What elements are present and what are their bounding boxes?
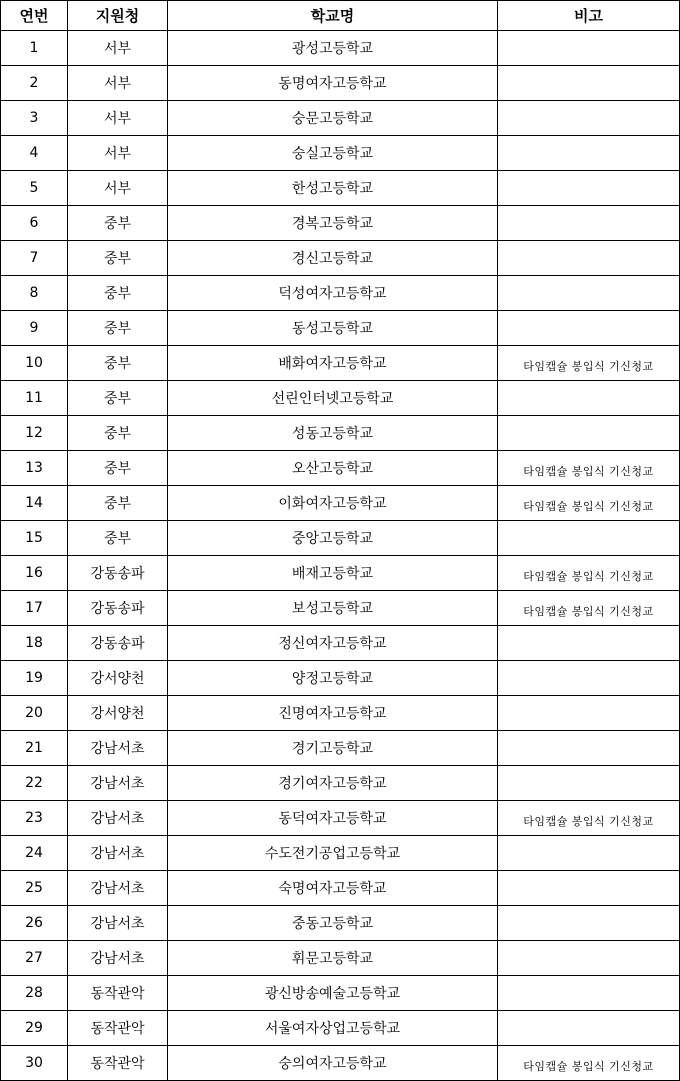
table-row	[1, 276, 680, 311]
cell-no: 9	[1, 311, 68, 346]
cell-note	[498, 171, 680, 206]
cell-school: 양정고등학교	[168, 661, 498, 696]
cell-no: 29	[1, 1011, 68, 1046]
cell-office: 중부	[68, 381, 168, 416]
cell-office: 강남서초	[68, 731, 168, 766]
table-row	[1, 136, 680, 171]
cell-office: 강동송파	[68, 556, 168, 591]
cell-no: 15	[1, 521, 68, 556]
cell-school: 동덕여자고등학교	[168, 801, 498, 836]
cell-note	[498, 136, 680, 171]
header-no: 연번	[1, 1, 68, 31]
cell-note: 타임캡슐 봉입식 기신청교	[498, 1046, 680, 1081]
cell-no: 7	[1, 241, 68, 276]
table-row	[1, 451, 680, 486]
cell-no: 2	[1, 66, 68, 101]
cell-school: 성동고등학교	[168, 416, 498, 451]
table-row	[1, 626, 680, 661]
cell-office: 동작관악	[68, 1011, 168, 1046]
cell-note	[498, 941, 680, 976]
cell-note	[498, 871, 680, 906]
table-row	[1, 801, 680, 836]
cell-school: 서울여자상업고등학교	[168, 1011, 498, 1046]
cell-school: 배재고등학교	[168, 556, 498, 591]
cell-office: 중부	[68, 486, 168, 521]
cell-office: 강남서초	[68, 836, 168, 871]
table-row	[1, 206, 680, 241]
cell-no: 13	[1, 451, 68, 486]
cell-note	[498, 311, 680, 346]
cell-note	[498, 66, 680, 101]
cell-no: 16	[1, 556, 68, 591]
cell-school: 숙명여자고등학교	[168, 871, 498, 906]
cell-note	[498, 906, 680, 941]
cell-no: 30	[1, 1046, 68, 1081]
cell-no: 24	[1, 836, 68, 871]
cell-office: 강서양천	[68, 661, 168, 696]
cell-office: 동작관악	[68, 976, 168, 1011]
cell-school: 수도전기공업고등학교	[168, 836, 498, 871]
cell-office: 강동송파	[68, 591, 168, 626]
table-row	[1, 346, 680, 381]
cell-no: 28	[1, 976, 68, 1011]
cell-school: 광신방송예술고등학교	[168, 976, 498, 1011]
table-row	[1, 976, 680, 1011]
cell-school: 숭실고등학교	[168, 136, 498, 171]
cell-office: 중부	[68, 311, 168, 346]
cell-note	[498, 731, 680, 766]
table-body	[1, 31, 680, 1081]
cell-school: 숭문고등학교	[168, 101, 498, 136]
cell-no: 11	[1, 381, 68, 416]
cell-office: 중부	[68, 241, 168, 276]
cell-office: 동작관악	[68, 1046, 168, 1081]
cell-office: 강서양천	[68, 696, 168, 731]
cell-school: 광성고등학교	[168, 31, 498, 66]
cell-note: 타임캡슐 봉입식 기신청교	[498, 591, 680, 626]
cell-school: 이화여자고등학교	[168, 486, 498, 521]
table-row	[1, 416, 680, 451]
cell-note	[498, 276, 680, 311]
cell-school: 휘문고등학교	[168, 941, 498, 976]
cell-note: 타임캡슐 봉입식 기신청교	[498, 556, 680, 591]
cell-office: 강남서초	[68, 941, 168, 976]
cell-office: 중부	[68, 276, 168, 311]
cell-no: 25	[1, 871, 68, 906]
table-row	[1, 486, 680, 521]
cell-school: 경복고등학교	[168, 206, 498, 241]
table-row	[1, 241, 680, 276]
cell-no: 20	[1, 696, 68, 731]
cell-note	[498, 381, 680, 416]
cell-no: 26	[1, 906, 68, 941]
table-row	[1, 661, 680, 696]
cell-note	[498, 836, 680, 871]
cell-office: 중부	[68, 416, 168, 451]
cell-no: 10	[1, 346, 68, 381]
table-row	[1, 696, 680, 731]
table-row	[1, 766, 680, 801]
cell-school: 숭의여자고등학교	[168, 1046, 498, 1081]
cell-school: 진명여자고등학교	[168, 696, 498, 731]
cell-office: 강남서초	[68, 801, 168, 836]
cell-office: 강남서초	[68, 906, 168, 941]
cell-office: 강동송파	[68, 626, 168, 661]
table-row	[1, 1046, 680, 1081]
cell-office: 서부	[68, 31, 168, 66]
cell-no: 22	[1, 766, 68, 801]
cell-school: 덕성여자고등학교	[168, 276, 498, 311]
table-row	[1, 66, 680, 101]
table-row	[1, 906, 680, 941]
cell-note: 타임캡슐 봉입식 기신청교	[498, 801, 680, 836]
cell-no: 19	[1, 661, 68, 696]
table-row	[1, 311, 680, 346]
cell-note	[498, 696, 680, 731]
cell-school: 중앙고등학교	[168, 521, 498, 556]
cell-note	[498, 101, 680, 136]
cell-office: 중부	[68, 521, 168, 556]
cell-office: 중부	[68, 346, 168, 381]
cell-office: 서부	[68, 136, 168, 171]
cell-school: 동성고등학교	[168, 311, 498, 346]
cell-note	[498, 206, 680, 241]
cell-note	[498, 626, 680, 661]
table-row	[1, 171, 680, 206]
table-row	[1, 871, 680, 906]
cell-note: 타임캡슐 봉입식 기신청교	[498, 451, 680, 486]
cell-office: 서부	[68, 66, 168, 101]
cell-school: 경기고등학교	[168, 731, 498, 766]
cell-no: 12	[1, 416, 68, 451]
cell-office: 서부	[68, 171, 168, 206]
cell-note: 타임캡슐 봉입식 기신청교	[498, 346, 680, 381]
cell-no: 6	[1, 206, 68, 241]
cell-school: 보성고등학교	[168, 591, 498, 626]
cell-note	[498, 416, 680, 451]
cell-note	[498, 976, 680, 1011]
cell-no: 23	[1, 801, 68, 836]
cell-school: 선린인터넷고등학교	[168, 381, 498, 416]
table-header-row	[1, 1, 680, 31]
table-row	[1, 941, 680, 976]
cell-school: 경기여자고등학교	[168, 766, 498, 801]
cell-office: 서부	[68, 101, 168, 136]
cell-no: 21	[1, 731, 68, 766]
cell-no: 17	[1, 591, 68, 626]
table-row	[1, 731, 680, 766]
cell-no: 5	[1, 171, 68, 206]
cell-note	[498, 521, 680, 556]
table-row	[1, 101, 680, 136]
cell-note: 타임캡슐 봉입식 기신청교	[498, 486, 680, 521]
cell-note	[498, 1011, 680, 1046]
cell-school: 한성고등학교	[168, 171, 498, 206]
table-row	[1, 1011, 680, 1046]
cell-note	[498, 661, 680, 696]
cell-no: 3	[1, 101, 68, 136]
header-school: 학교명	[168, 1, 498, 31]
cell-school: 오산고등학교	[168, 451, 498, 486]
cell-no: 4	[1, 136, 68, 171]
cell-no: 14	[1, 486, 68, 521]
cell-office: 강남서초	[68, 766, 168, 801]
cell-note	[498, 241, 680, 276]
cell-school: 배화여자고등학교	[168, 346, 498, 381]
cell-office: 강남서초	[68, 871, 168, 906]
header-office: 지원청	[68, 1, 168, 31]
table-row	[1, 836, 680, 871]
cell-no: 18	[1, 626, 68, 661]
table-row	[1, 31, 680, 66]
cell-no: 1	[1, 31, 68, 66]
cell-office: 중부	[68, 451, 168, 486]
cell-no: 27	[1, 941, 68, 976]
cell-school: 경신고등학교	[168, 241, 498, 276]
cell-note	[498, 31, 680, 66]
header-note: 비고	[498, 1, 680, 31]
cell-office: 중부	[68, 206, 168, 241]
cell-note	[498, 766, 680, 801]
table-row	[1, 556, 680, 591]
cell-no: 8	[1, 276, 68, 311]
table-row	[1, 381, 680, 416]
cell-school: 중동고등학교	[168, 906, 498, 941]
cell-school: 정신여자고등학교	[168, 626, 498, 661]
table-row	[1, 591, 680, 626]
table-row	[1, 521, 680, 556]
cell-school: 동명여자고등학교	[168, 66, 498, 101]
